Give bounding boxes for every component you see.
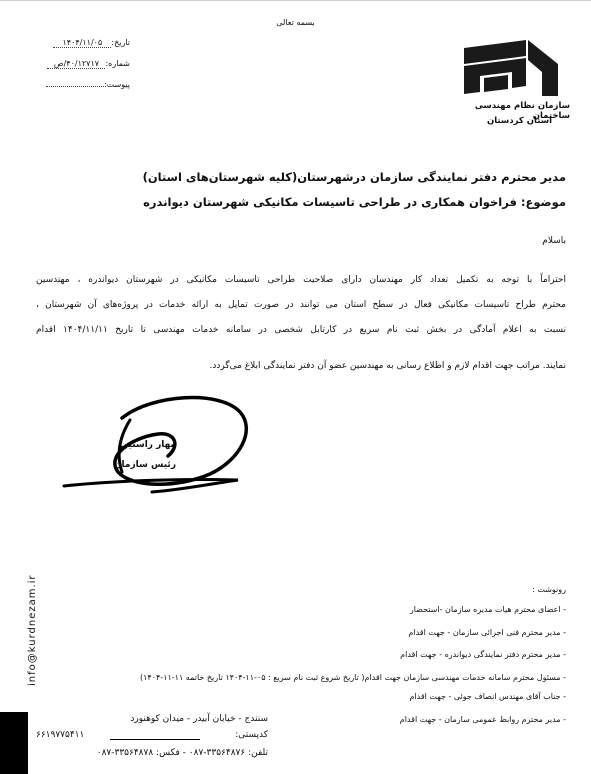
footer-black-box [0, 712, 28, 774]
date-row [34, 38, 130, 48]
number-value: ۴۰/۱۲۷۱۷/ص [47, 59, 105, 69]
cc-item: - اعضای محترم هیات مدیره سازمان -استحضار [409, 605, 566, 614]
cc-item: - مدیر محترم فنی اجرائی سازمان - جهت اقدام [408, 628, 566, 637]
date-label: تاریخ: [111, 38, 130, 47]
bismillah-text: بسمه تعالی [276, 18, 315, 27]
signature-title: رئیس سازمان [113, 460, 176, 470]
letter-greeting: باسلام [542, 236, 566, 246]
page-top-border [0, 0, 591, 1]
cc-heading: رونوشت : [532, 585, 566, 594]
cc-item: - مدیر محترم روابط عمومی سازمان - جهت اقدام [399, 715, 566, 724]
letter-body-line: نسبت به اعلام آمادگی در بخش ثبت نام سریع در کارتابل شخصی در سامانه خدمات مهندسی تا تاریخ ۱۴۰۴/۱۱/۱۱ اقدام [36, 325, 566, 335]
organization-name-line1: سازمان نظام مهندسی ساختمان [474, 101, 570, 121]
footer-phone: تلفن: ۳۳۵۶۴۸۷۶-۰۸۷ - فکس: ۳۳۵۶۴۸۷۸-۰۸۷ [96, 748, 268, 758]
footer-address: سنندج - خیابان آبیدر - میدان کوهنورد [130, 714, 268, 724]
cc-item: - جناب آقای مهندس انصاف جوئی - جهت اقدام [409, 692, 566, 701]
letter-subject: موضوع: فراخوان همکاری در طراحی تاسیسات مکانیکی شهرستان دیواندره [143, 195, 566, 209]
cc-item: - مسئول محترم سامانه خدمات مهندسی سازمان جهت اقدام( تاریخ شروع ثبت نام سریع : ۰۵-۱۱-۱۴۰۴ تاریخ خاتمه ۱۱-۱۱-۱۴۰۴) [139, 673, 566, 682]
organization-logo-icon [458, 34, 568, 98]
number-row [34, 59, 130, 69]
footer-postal-code: ۶۶۱۹۷۷۵۴۱۱ [36, 730, 85, 740]
date-value: ۱۴۰۴/۱۱/۰۵ [53, 38, 111, 48]
side-email-text: info@kurdnezam.ir [27, 574, 38, 686]
letter-body-line: نمایند. مراتب جهت اقدام لازم و اطلاع رسانی به مهندسین عضو آن دفتر نمایندگی ابلاغ می‌گردد. [209, 361, 566, 371]
signature-name: بهار راستین [120, 440, 174, 450]
cc-item: - مدیر محترم دفتر نمایندگی دیواندره - جهت اقدام [400, 650, 566, 659]
attachment-value [46, 86, 104, 87]
letter-recipient: مدیر محترم دفتر نمایندگی سازمان درشهرستان(کلیه شهرستان‌های استان) [142, 170, 566, 184]
number-label: شماره: [105, 59, 130, 68]
footer-rule [110, 739, 200, 740]
letter-body-line: احتراماً با توجه به تکمیل تعداد کار مهندسان دارای صلاحیت طراحی تاسیسات مکانیکی در شهرستان دیواندره ، مهندسین [36, 275, 566, 285]
attachment-label: پیوست: [103, 80, 130, 89]
attachment-row [34, 80, 130, 89]
organization-name-line2: استان کردستان [486, 116, 552, 126]
footer-postal-label: کدپستی: [235, 730, 268, 740]
letter-body-line: محترم طراح تاسیسات مکانیکی فعال در سطح استان می توانند در صورت تمایل به ارائه خدمات در پروژه‌های آن شهرستان ، [36, 300, 566, 310]
